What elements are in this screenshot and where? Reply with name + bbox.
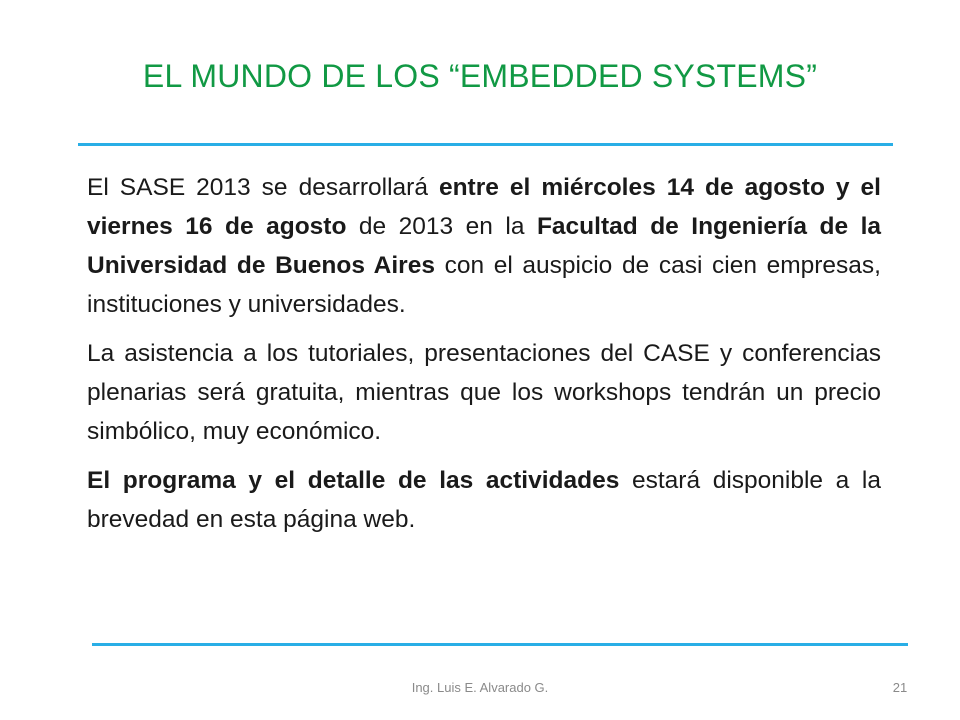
paragraph-program <box>87 461 881 539</box>
page-number: 21 <box>892 680 908 695</box>
paragraph-bold-text: El programa y el detalle de las actividades <box>87 467 620 494</box>
paragraph-dates <box>87 168 881 324</box>
footer-author: Ing. Luis E. Alvarado G. <box>411 680 549 695</box>
paragraph-text: con el auspicio de casi cien empresas, instituciones y universidades. <box>87 252 881 318</box>
paragraph-text: El SASE 2013 se desarrollará <box>87 174 439 201</box>
slide-title: EL MUNDO DE LOS “EMBEDDED SYSTEMS” <box>142 58 818 94</box>
paragraph-attendance <box>87 334 881 451</box>
paragraph-text: de 2013 en la <box>346 213 537 240</box>
slide-body <box>87 168 881 549</box>
paragraph-bold-text: Facultad de Ingeniería de la Universidad de Buenos Aires <box>87 213 882 279</box>
top-divider <box>78 143 893 146</box>
paragraph-text: La asistencia a los tutoriales, presentaciones del CASE y conferencias plenarias será gratuita, mientras que los workshops tendrán un precio simbólico, muy económico. <box>87 340 881 445</box>
bottom-divider <box>92 643 908 646</box>
paragraph-text: estará disponible a la brevedad en esta página web. <box>87 467 881 533</box>
paragraph-bold-text: entre el miércoles 14 de agosto y el viernes 16 de agosto <box>87 174 881 240</box>
